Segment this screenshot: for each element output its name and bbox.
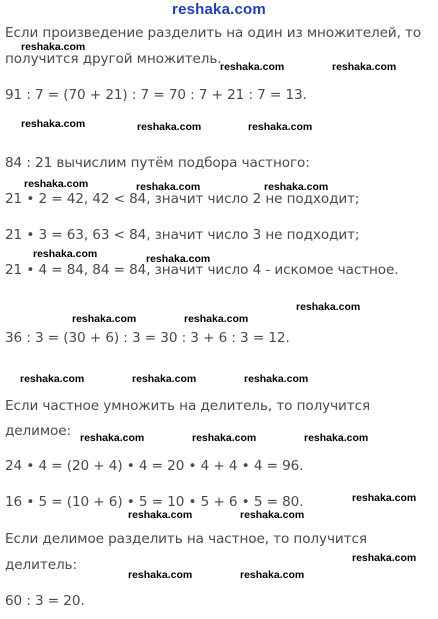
watermark: reshaka.com [332,61,397,73]
watermark: reshaka.com [248,121,313,133]
watermark: reshaka.com [220,61,285,73]
watermark: reshaka.com [72,313,137,325]
watermark: reshaka.com [240,509,305,521]
watermark: reshaka.com [24,178,89,190]
watermark: reshaka.com [184,313,249,325]
watermark: reshaka.com [137,121,202,133]
equation-24-times-4: 24 • 4 = (20 + 4) • 4 = 20 • 4 + 4 • 4 = 96. [5,458,304,474]
text-line-rule-1-cont: получится другой множитель. [5,51,222,67]
watermark: reshaka.com [128,509,193,521]
watermark: reshaka.com [132,373,197,385]
watermark: reshaka.com [296,301,361,313]
watermark: reshaka.com [136,181,201,193]
watermark: reshaka.com [21,118,86,130]
text-line-rule-3-cont: делитель: [5,557,77,573]
watermark: reshaka.com [192,432,257,444]
equation-21-times-2: 21 • 2 = 42, 42 < 84, значит число 2 не подходит; [5,191,360,207]
text-line-rule-2-cont: делимое: [5,423,72,439]
equation-21-times-4: 21 • 4 = 84, 84 = 84, значит число 4 - искомое частное. [5,262,399,278]
text-line-rule-3: Если делимое разделить на частное, то получится [5,531,367,547]
equation-16-times-5: 16 • 5 = (10 + 6) • 5 = 10 • 5 + 6 • 5 = 80. [5,494,304,510]
equation-91-div-7: 91 : 7 = (70 + 21) : 7 = 70 : 7 + 21 : 7 = 13. [5,87,307,103]
watermark: reshaka.com [80,432,145,444]
watermark: reshaka.com [20,373,85,385]
text-line-rule-1: Если произведение разделить на один из множителей, то [5,25,422,41]
watermark: reshaka.com [128,569,193,581]
watermark: reshaka.com [352,492,417,504]
watermark: reshaka.com [304,432,369,444]
equation-60-div-3: 60 : 3 = 20. [5,593,85,609]
site-title: reshaka.com [172,1,266,18]
text-line-rule-2: Если частное умножить на делитель, то получится [5,398,371,414]
watermark: reshaka.com [352,552,417,564]
watermark: reshaka.com [21,41,86,53]
equation-36-div-3: 36 : 3 = (30 + 6) : 3 = 30 : 3 + 6 : 3 = 12. [5,330,290,346]
watermark: reshaka.com [244,373,309,385]
watermark: reshaka.com [146,253,211,265]
watermark: reshaka.com [240,569,305,581]
equation-21-times-3: 21 • 3 = 63, 63 < 84, значит число 3 не подходит; [5,227,360,243]
watermark: reshaka.com [264,181,329,193]
watermark: reshaka.com [33,248,98,260]
text-line-84-div-21: 84 : 21 вычислим путём подбора частного: [5,155,310,171]
